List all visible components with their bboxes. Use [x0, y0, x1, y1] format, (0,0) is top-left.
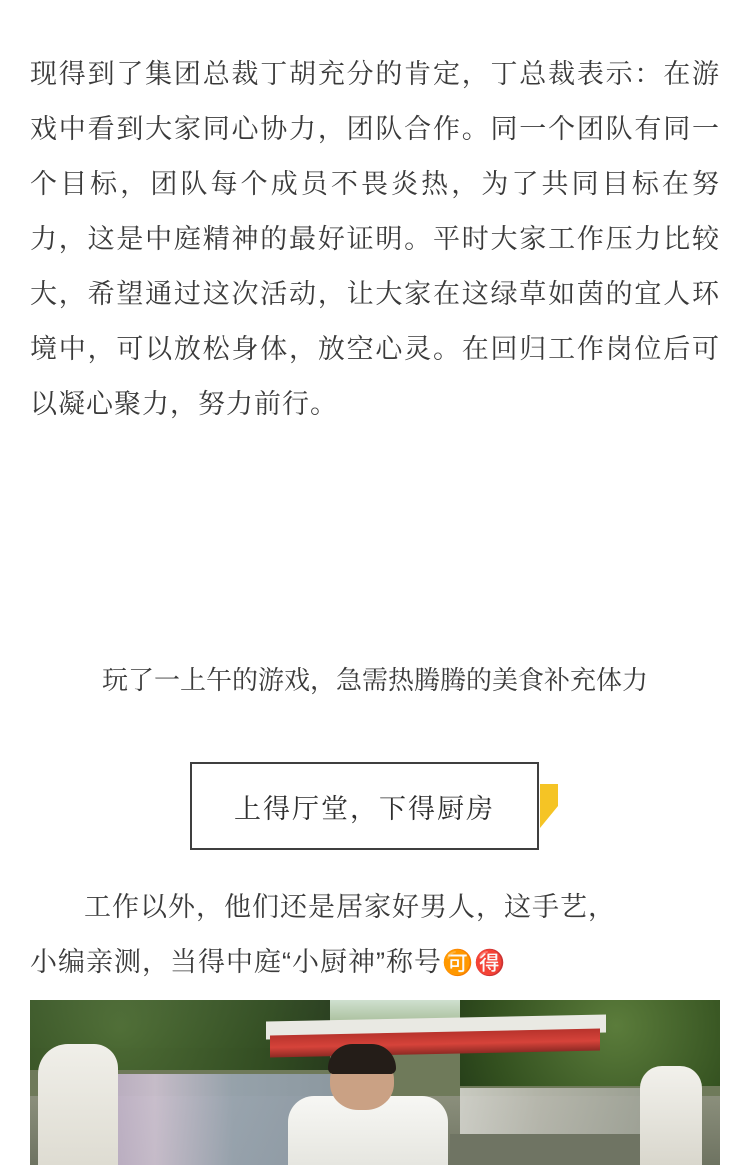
sub-paragraph-line2: 小编亲测，当得中庭“小厨神”称号 — [30, 947, 442, 977]
bargain-emoji-icon: 🉐 — [474, 949, 507, 977]
sub-paragraph — [30, 880, 720, 991]
photo-person-main-hair — [328, 1044, 396, 1074]
photo-table — [450, 1134, 650, 1165]
banner-title: 上得厅堂，下得厨房 — [234, 793, 495, 824]
main-paragraph: 现得到了集团总裁丁胡充分的肯定，丁总裁表示：在游戏中看到大家同心协力，团队合作。同一个团队有同一个目标，团队每个成员不畏炎热，为了共同目标在努力，这是中庭精神的最好证明。平时大家工作压力比较大，希望通过这次活动，让大家在这绿草如茵的宜人环境中，可以放松身体，放空心灵。在回归工作岗位后可以凝心聚力，努力前行。 — [30, 59, 720, 419]
banner-flag-icon — [540, 784, 558, 828]
approved-emoji-icon: 🉑 — [441, 949, 475, 977]
article-photo — [30, 1000, 720, 1165]
sub-paragraph-line1: 工作以外，他们还是居家好男人，这手艺， — [84, 892, 616, 922]
section-caption: 玩了一上午的游戏，急需热腾腾的美食补充体力 — [101, 665, 648, 695]
section-banner — [190, 762, 565, 852]
photo-person-left — [38, 1044, 118, 1165]
photo-canvas — [30, 1000, 720, 1165]
photo-person-right — [640, 1066, 702, 1165]
banner-box — [190, 762, 539, 850]
